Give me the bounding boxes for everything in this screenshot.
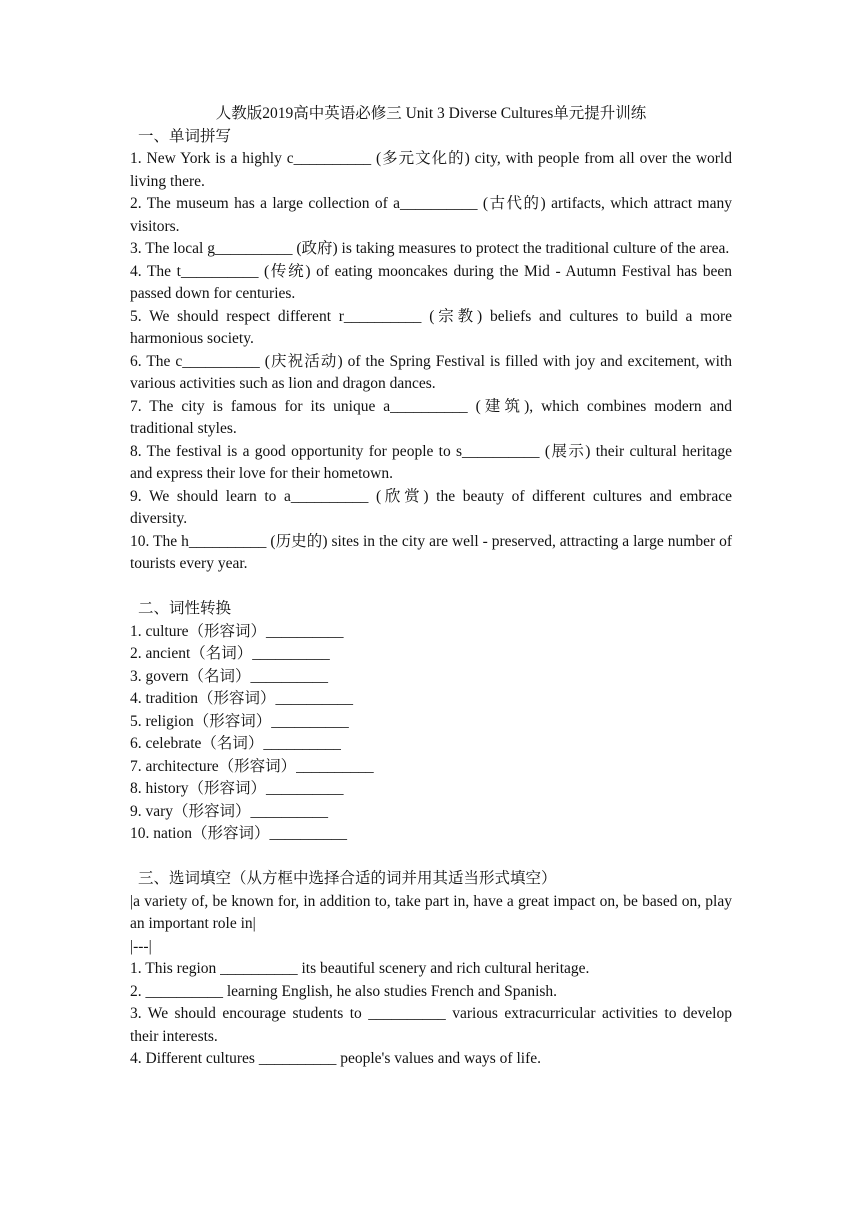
- word-form-item: 8. history（形容词）__________: [130, 780, 344, 797]
- question-item: 5. We should respect different r__________ (宗教) beliefs and cultures to build a more harmonious society.: [130, 307, 732, 347]
- question-item: 1. New York is a highly c__________ (多元文化的) city, with people from all over the world living there.: [130, 150, 732, 190]
- fill-blank-item: 3. We should encourage students to __________ various extracurricular activities to develop their interests.: [130, 1005, 732, 1045]
- word-form-item: 9. vary（形容词）__________: [130, 802, 329, 820]
- document-title: 人教版2019高中英语必修三 Unit 3 Diverse Cultures单元提升训练: [215, 105, 647, 122]
- question-item: 7. The city is famous for its unique a__________ (建筑), which combines modern and traditional styles.: [130, 397, 732, 437]
- word-form-item: 6. celebrate（名词）__________: [130, 735, 341, 752]
- word-box-separator: |---|: [130, 937, 152, 955]
- word-form-item: 2. ancient（名词）__________: [130, 645, 330, 662]
- question-item: 10. The h__________ (历史的) sites in the city are well - preserved, attracting a large number of tourists every year.: [130, 532, 732, 572]
- section-spacer: [130, 576, 732, 599]
- question-item: 6. The c__________ (庆祝活动) of the Spring Festival is filled with joy and excitement, with various activities such as lion and dragon dances.: [130, 352, 732, 392]
- section-heading-word-forms: 二、词性转换: [138, 600, 232, 617]
- section-spacer: [130, 846, 732, 869]
- word-form-item: 5. religion（形容词）__________: [130, 712, 349, 730]
- question-item: 9. We should learn to a__________ (欣赏) the beauty of different cultures and embrace diversity.: [130, 487, 732, 527]
- question-item: 4. The t__________ (传统) of eating mooncakes during the Mid - Autumn Festival has been passed down for centuries.: [130, 262, 732, 302]
- word-form-item: 7. architecture（形容词）__________: [130, 757, 374, 775]
- document-page: [130, 103, 732, 1071]
- fill-blank-item: 1. This region __________ its beautiful scenery and rich cultural heritage.: [130, 960, 590, 977]
- word-form-item: 1. culture（形容词）__________: [130, 622, 344, 640]
- question-item: 2. The museum has a large collection of a__________ (古代的) artifacts, which attract many visitors.: [130, 195, 732, 235]
- section-heading-fill-blanks: 三、选词填空（从方框中选择合适的词并用其适当形式填空）: [138, 870, 557, 887]
- fill-blank-item: 2. __________ learning English, he also studies French and Spanish.: [130, 982, 558, 1000]
- section-heading-spelling: 一、单词拼写: [138, 127, 232, 145]
- question-item: 8. The festival is a good opportunity for people to s__________ (展示) their cultural heritage and express their love for their hometown.: [130, 442, 732, 482]
- word-form-item: 4. tradition（形容词）__________: [130, 690, 354, 707]
- word-box: |a variety of, be known for, in addition to, take part in, have a great impact on, be based on, play an important role in|: [130, 892, 732, 932]
- word-form-item: 3. govern（名词）__________: [130, 667, 329, 685]
- fill-blank-item: 4. Different cultures __________ people's values and ways of life.: [130, 1050, 541, 1067]
- word-form-item: 10. nation（形容词）__________: [130, 825, 347, 842]
- question-item: 3. The local g__________ (政府) is taking measures to protect the traditional culture of the area.: [130, 240, 730, 257]
